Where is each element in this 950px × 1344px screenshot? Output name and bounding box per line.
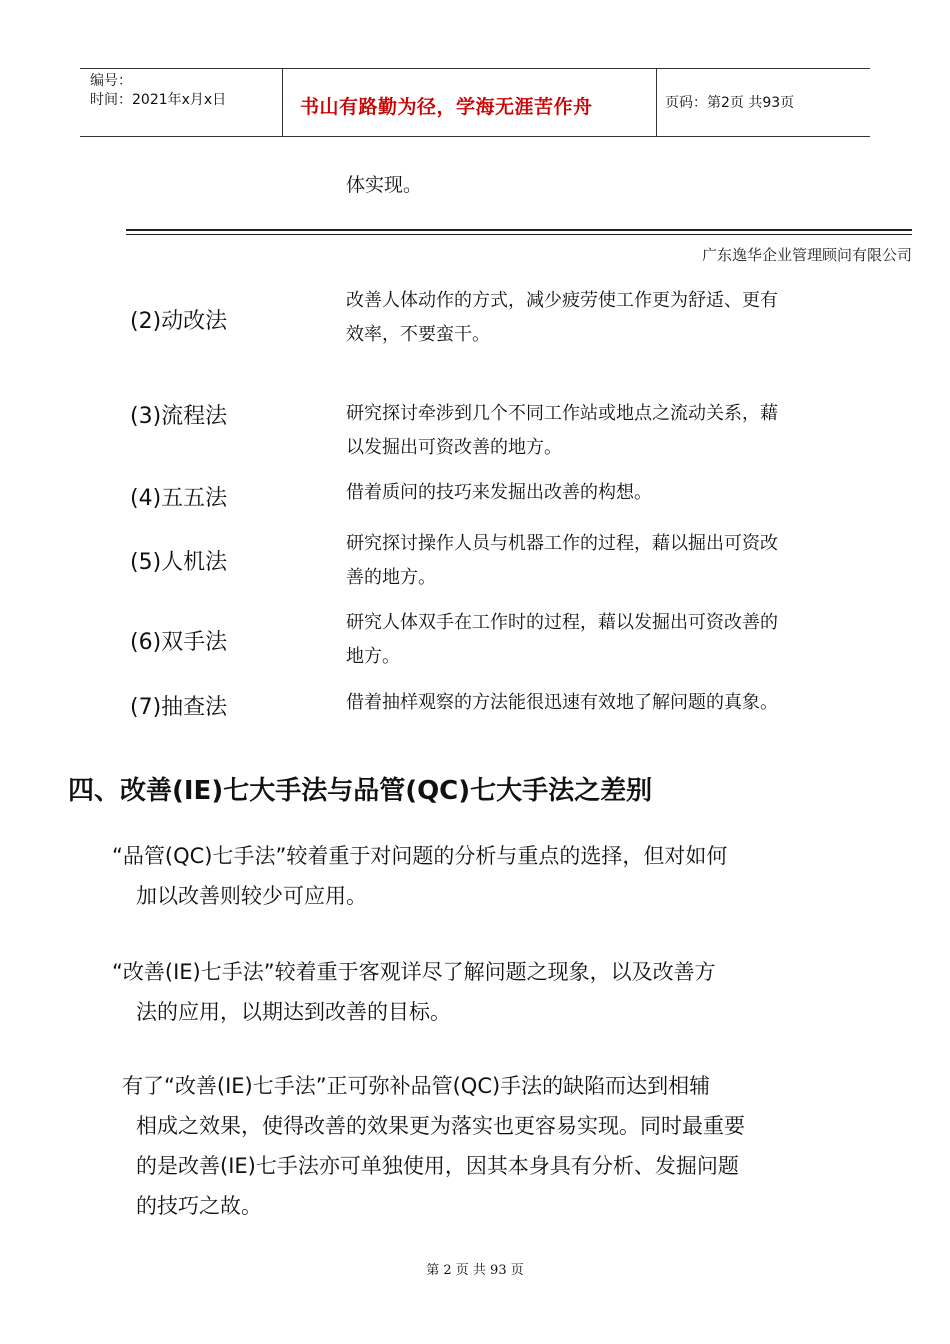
method-description-line: 研究探讨操作人员与机器工作的过程，藉以掘出可资改 bbox=[346, 533, 778, 554]
method-description bbox=[346, 284, 891, 352]
paragraph bbox=[122, 1066, 902, 1226]
method-description-line: 地方。 bbox=[346, 646, 400, 667]
header-divider-right bbox=[656, 68, 657, 136]
method-name: (4)五五法 bbox=[130, 486, 228, 511]
method-description bbox=[346, 686, 891, 720]
section-rule-top bbox=[126, 229, 912, 231]
method-name: (3)流程法 bbox=[130, 404, 228, 429]
method-description-line: 改善人体动作的方式，减少疲劳使工作更为舒适、更有 bbox=[346, 290, 778, 311]
method-name: (2)动改法 bbox=[130, 309, 228, 334]
page-number-label: 页码：第2页 共93页 bbox=[665, 95, 795, 111]
method-description bbox=[346, 606, 891, 674]
paragraph-line: 相成之效果，使得改善的效果更为落实也更容易实现。同时最重要 bbox=[136, 1114, 745, 1138]
method-name: (7)抽查法 bbox=[130, 695, 228, 720]
method-description-line: 以发掘出可资改善的地方。 bbox=[346, 437, 562, 458]
paragraph-line: “品管(QC)七手法”较着重于对问题的分析与重点的选择，但对如何 bbox=[112, 844, 728, 868]
method-description bbox=[346, 527, 891, 595]
section-heading: 四、改善(IE)七大手法与品管(QC)七大手法之差别 bbox=[68, 776, 653, 806]
header-bottom-rule bbox=[80, 136, 870, 137]
paragraph bbox=[112, 952, 892, 1032]
method-description-line: 效率，不要蛮干。 bbox=[346, 324, 490, 345]
method-name: (6)双手法 bbox=[130, 630, 228, 655]
document-number-label: 编号： bbox=[90, 73, 132, 89]
paragraph-line: 有了“改善(IE)七手法”正可弥补品管(QC)手法的缺陷而达到相辅 bbox=[122, 1074, 711, 1098]
method-description bbox=[346, 397, 891, 465]
method-name: (5)人机法 bbox=[130, 550, 228, 575]
paragraph-line: 的技巧之故。 bbox=[136, 1194, 262, 1218]
paragraph-line: 加以改善则较少可应用。 bbox=[136, 884, 367, 908]
company-name: 广东逸华企业管理顾问有限公司 bbox=[701, 246, 912, 264]
paragraph-line: “改善(IE)七手法”较着重于客观详尽了解问题之现象，以及改善方 bbox=[112, 960, 716, 984]
page-footer-text: 第 2 页 共 93 页 bbox=[426, 1263, 524, 1278]
method-description-line: 研究探讨牵涉到几个不同工作站或地点之流动关系，藉 bbox=[346, 403, 778, 424]
method-description bbox=[346, 476, 891, 510]
document-date-label: 时间：2021年x月x日 bbox=[90, 92, 227, 108]
paragraph bbox=[112, 836, 892, 916]
method-description-line: 借着质问的技巧来发掘出改善的构想。 bbox=[346, 482, 652, 503]
method-description-line: 研究人体双手在工作时的过程，藉以发掘出可资改善的 bbox=[346, 612, 778, 633]
method-description-line: 借着抽样观察的方法能很迅速有效地了解问题的真象。 bbox=[346, 692, 778, 713]
page-footer bbox=[0, 1259, 950, 1278]
paragraph-line: 法的应用，以期达到改善的目标。 bbox=[136, 1000, 451, 1024]
paragraph-line: 的是改善(IE)七手法亦可单独使用，因其本身具有分析、发掘问题 bbox=[136, 1154, 739, 1178]
header-top-rule bbox=[80, 68, 870, 69]
method-description-line: 善的地方。 bbox=[346, 567, 436, 588]
section-rule-bottom bbox=[126, 234, 912, 235]
header-divider-left bbox=[282, 68, 283, 136]
continued-text: 体实现。 bbox=[346, 174, 423, 196]
header-motto: 书山有路勤为径，学海无涯苦作舟 bbox=[300, 96, 593, 118]
